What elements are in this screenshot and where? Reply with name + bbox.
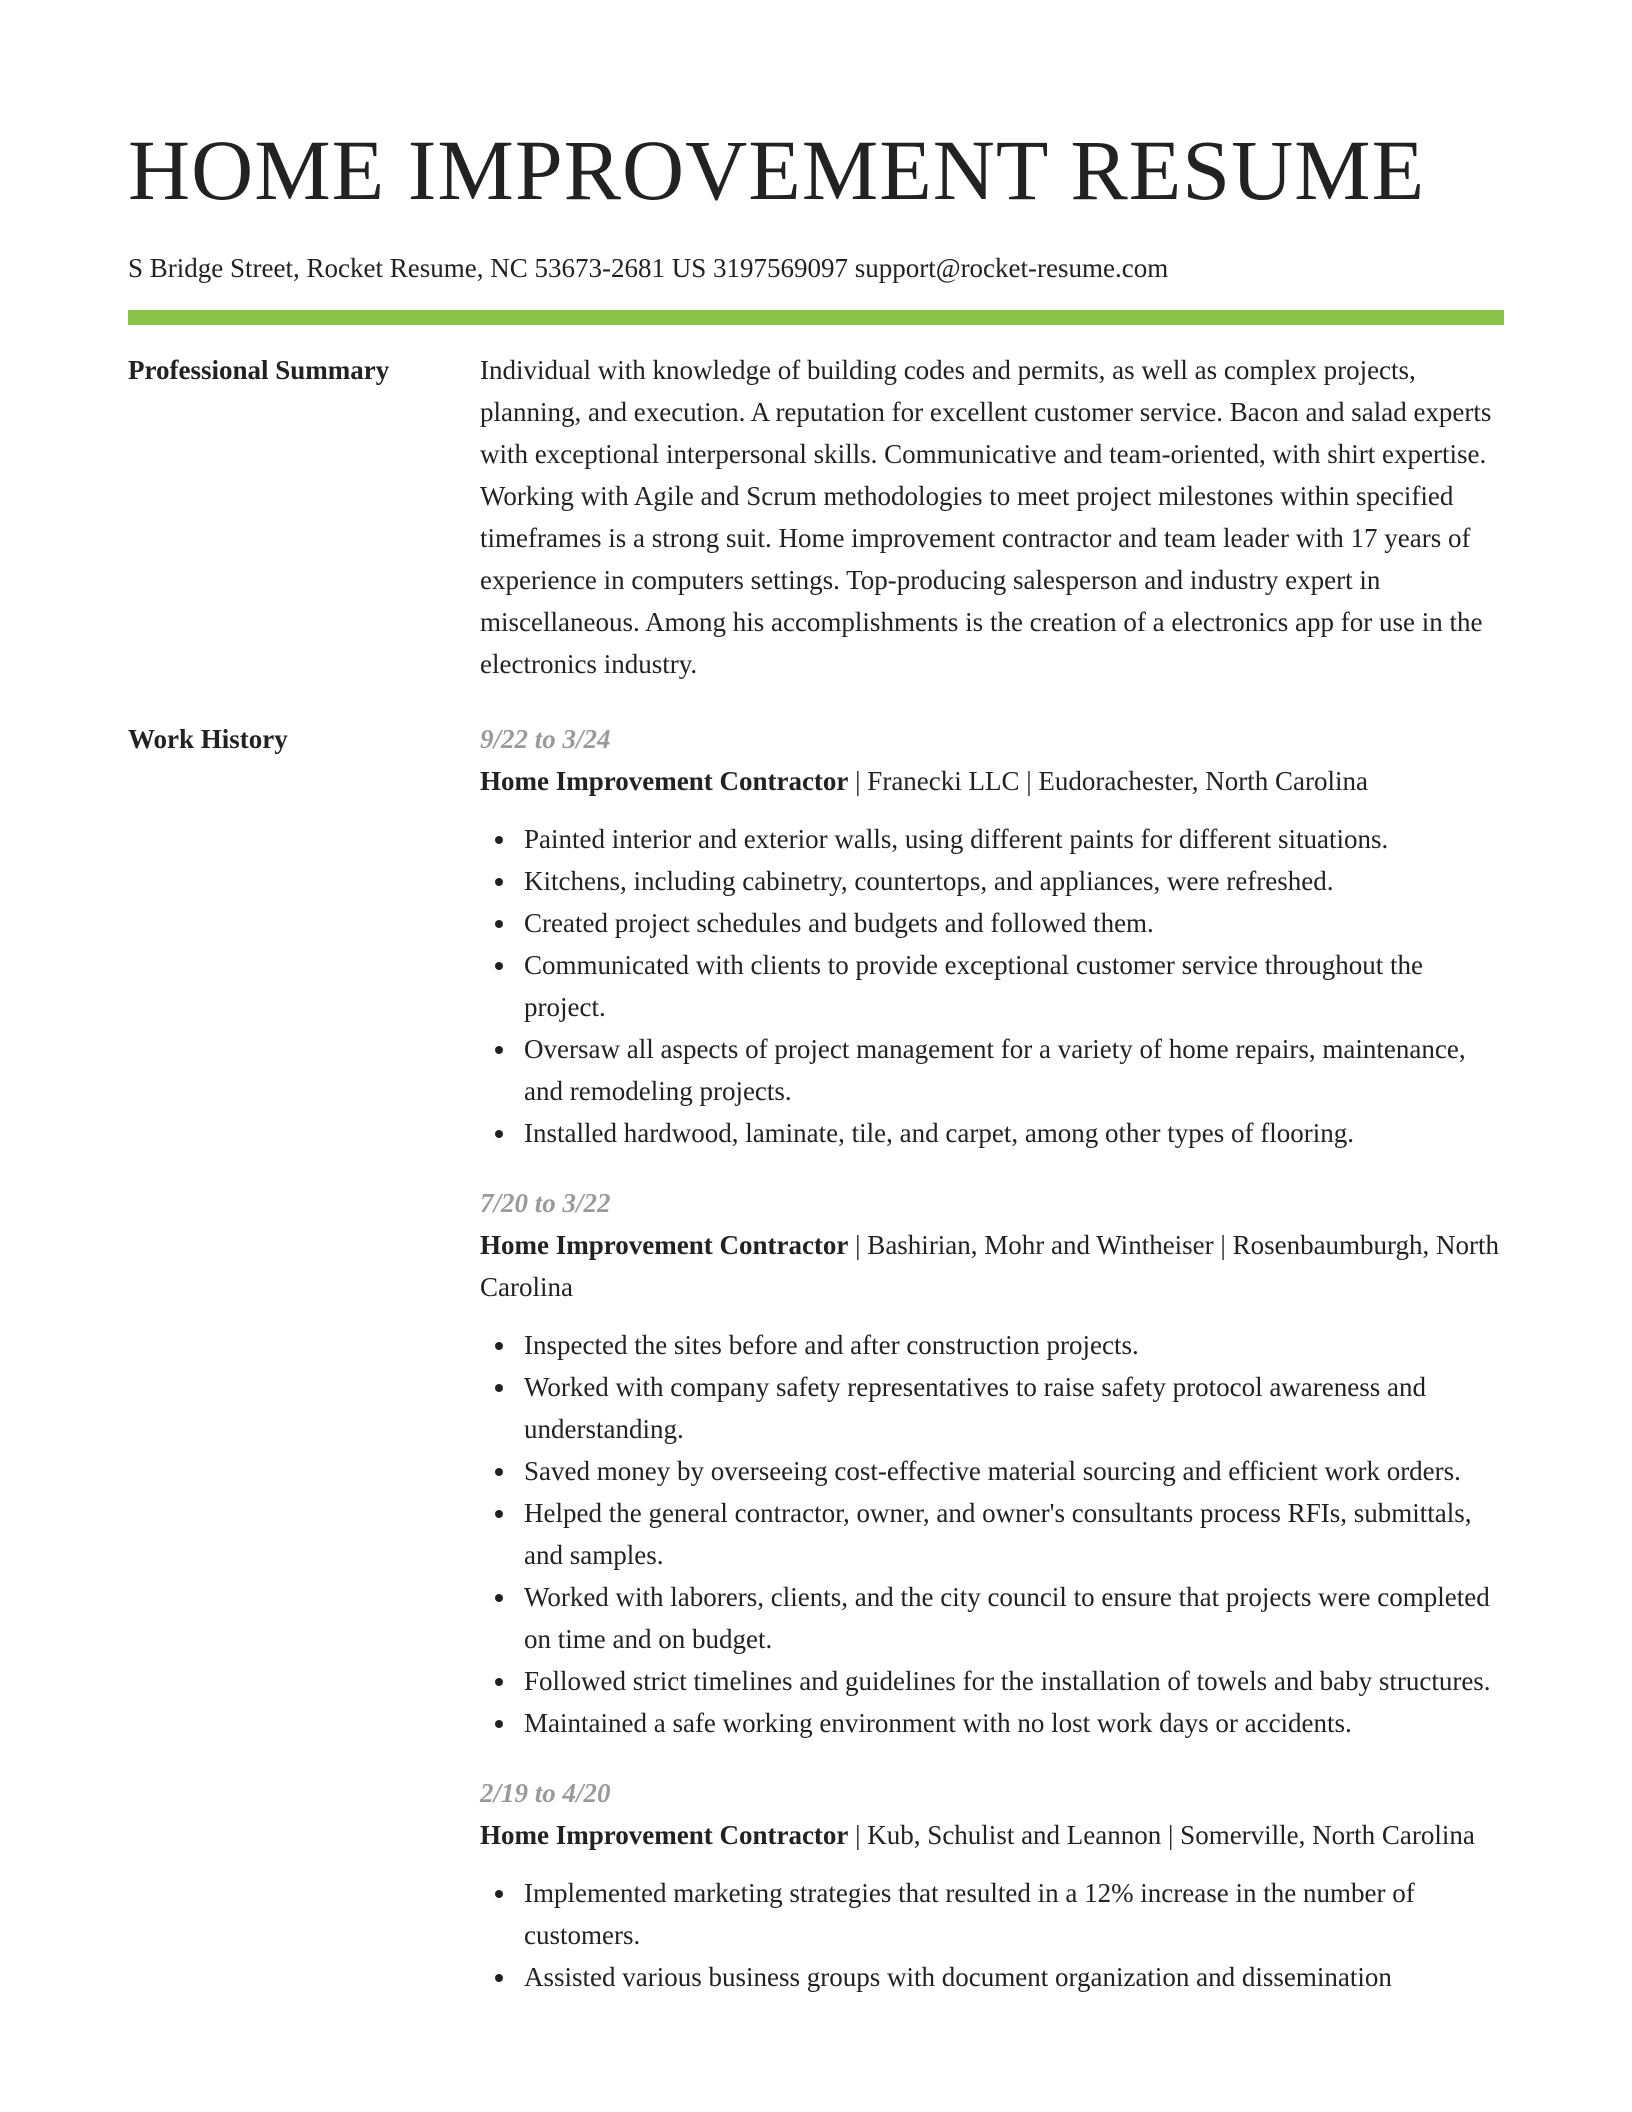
job-bullet: Followed strict timelines and guidelines for the installation of towels and baby structures. (524, 1660, 1504, 1702)
job-bullets (480, 818, 1504, 1154)
job-bullets (480, 1324, 1504, 1744)
job-title: Home Improvement Contractor (480, 1820, 849, 1850)
job-entry (480, 1182, 1504, 1744)
job-dates: 9/22 to 3/24 (480, 724, 611, 754)
job-bullet: Implemented marketing strategies that resulted in a 12% increase in the number of customers. (524, 1872, 1504, 1956)
job-bullet: Painted interior and exterior walls, using different paints for different situations. (524, 818, 1504, 860)
job-title: Home Improvement Contractor (480, 766, 849, 796)
job-bullet: Inspected the sites before and after construction projects. (524, 1324, 1504, 1366)
job-bullet: Created project schedules and budgets and followed them. (524, 902, 1504, 944)
contact-line: S Bridge Street, Rocket Resume, NC 53673-2681 US 3197569097 support@rocket-resume.com (128, 253, 1169, 283)
job-bullets (480, 1872, 1504, 1998)
job-bullet: Saved money by overseeing cost-effective material sourcing and efficient work orders. (524, 1450, 1504, 1492)
work-history-section (128, 718, 1504, 2026)
job-bullet: Oversaw all aspects of project management for a variety of home repairs, maintenance, and remodeling projects. (524, 1028, 1504, 1112)
section-label-summary: Professional Summary (128, 355, 390, 385)
job-bullet: Helped the general contractor, owner, and owner's consultants process RFIs, submittals, and samples. (524, 1492, 1504, 1576)
job-heading (480, 1814, 1504, 1856)
job-entry (480, 718, 1504, 1154)
job-bullet: Communicated with clients to provide exceptional customer service throughout the project. (524, 944, 1504, 1028)
summary-body (480, 349, 1504, 685)
job-dates: 7/20 to 3/22 (480, 1188, 611, 1218)
section-label-work-history: Work History (128, 724, 288, 754)
job-details: | Kub, Schulist and Leannon | Somerville, North Carolina (848, 1820, 1475, 1850)
work-history-body (480, 718, 1504, 2026)
job-entry (480, 1772, 1504, 1998)
job-bullet: Maintained a safe working environment with no lost work days or accidents. (524, 1702, 1504, 1744)
job-heading (480, 1224, 1504, 1308)
job-title: Home Improvement Contractor (480, 1230, 849, 1260)
job-bullet: Worked with laborers, clients, and the city council to ensure that projects were completed on time and on budget. (524, 1576, 1504, 1660)
job-details: | Franecki LLC | Eudorachester, North Carolina (848, 766, 1368, 796)
job-heading (480, 760, 1504, 802)
job-bullet: Assisted various business groups with document organization and dissemination (524, 1956, 1504, 1998)
job-bullet: Installed hardwood, laminate, tile, and carpet, among other types of flooring. (524, 1112, 1504, 1154)
resume-title: HOME IMPROVEMENT RESUME (128, 122, 1426, 218)
job-dates: 2/19 to 4/20 (480, 1778, 611, 1808)
professional-summary-section (128, 349, 1504, 685)
summary-text: Individual with knowledge of building codes and permits, as well as complex projects, planning, and execution. A reputation for excellent customer service. Bacon and salad experts with exceptional interpersonal skills. Communicative and team-oriented, with shirt expertise. Working with Agile and Scrum methodologies to meet project milestones within specified timeframes is a strong suit. Home improvement contractor and team leader with 17 years of experience in computers settings. Top-producing salesperson and industry expert in miscellaneous. Among his accomplishments is the creation of a electronics app for use in the electronics industry. (480, 355, 1492, 679)
accent-divider (128, 310, 1504, 325)
job-bullet: Worked with company safety representatives to raise safety protocol awareness and understanding. (524, 1366, 1504, 1450)
job-bullet: Kitchens, including cabinetry, countertops, and appliances, were refreshed. (524, 860, 1504, 902)
resume-page (128, 0, 1504, 325)
job-details: | Bashirian, Mohr and Wintheiser | Rosenbaumburgh, North Carolina (480, 1230, 1500, 1302)
